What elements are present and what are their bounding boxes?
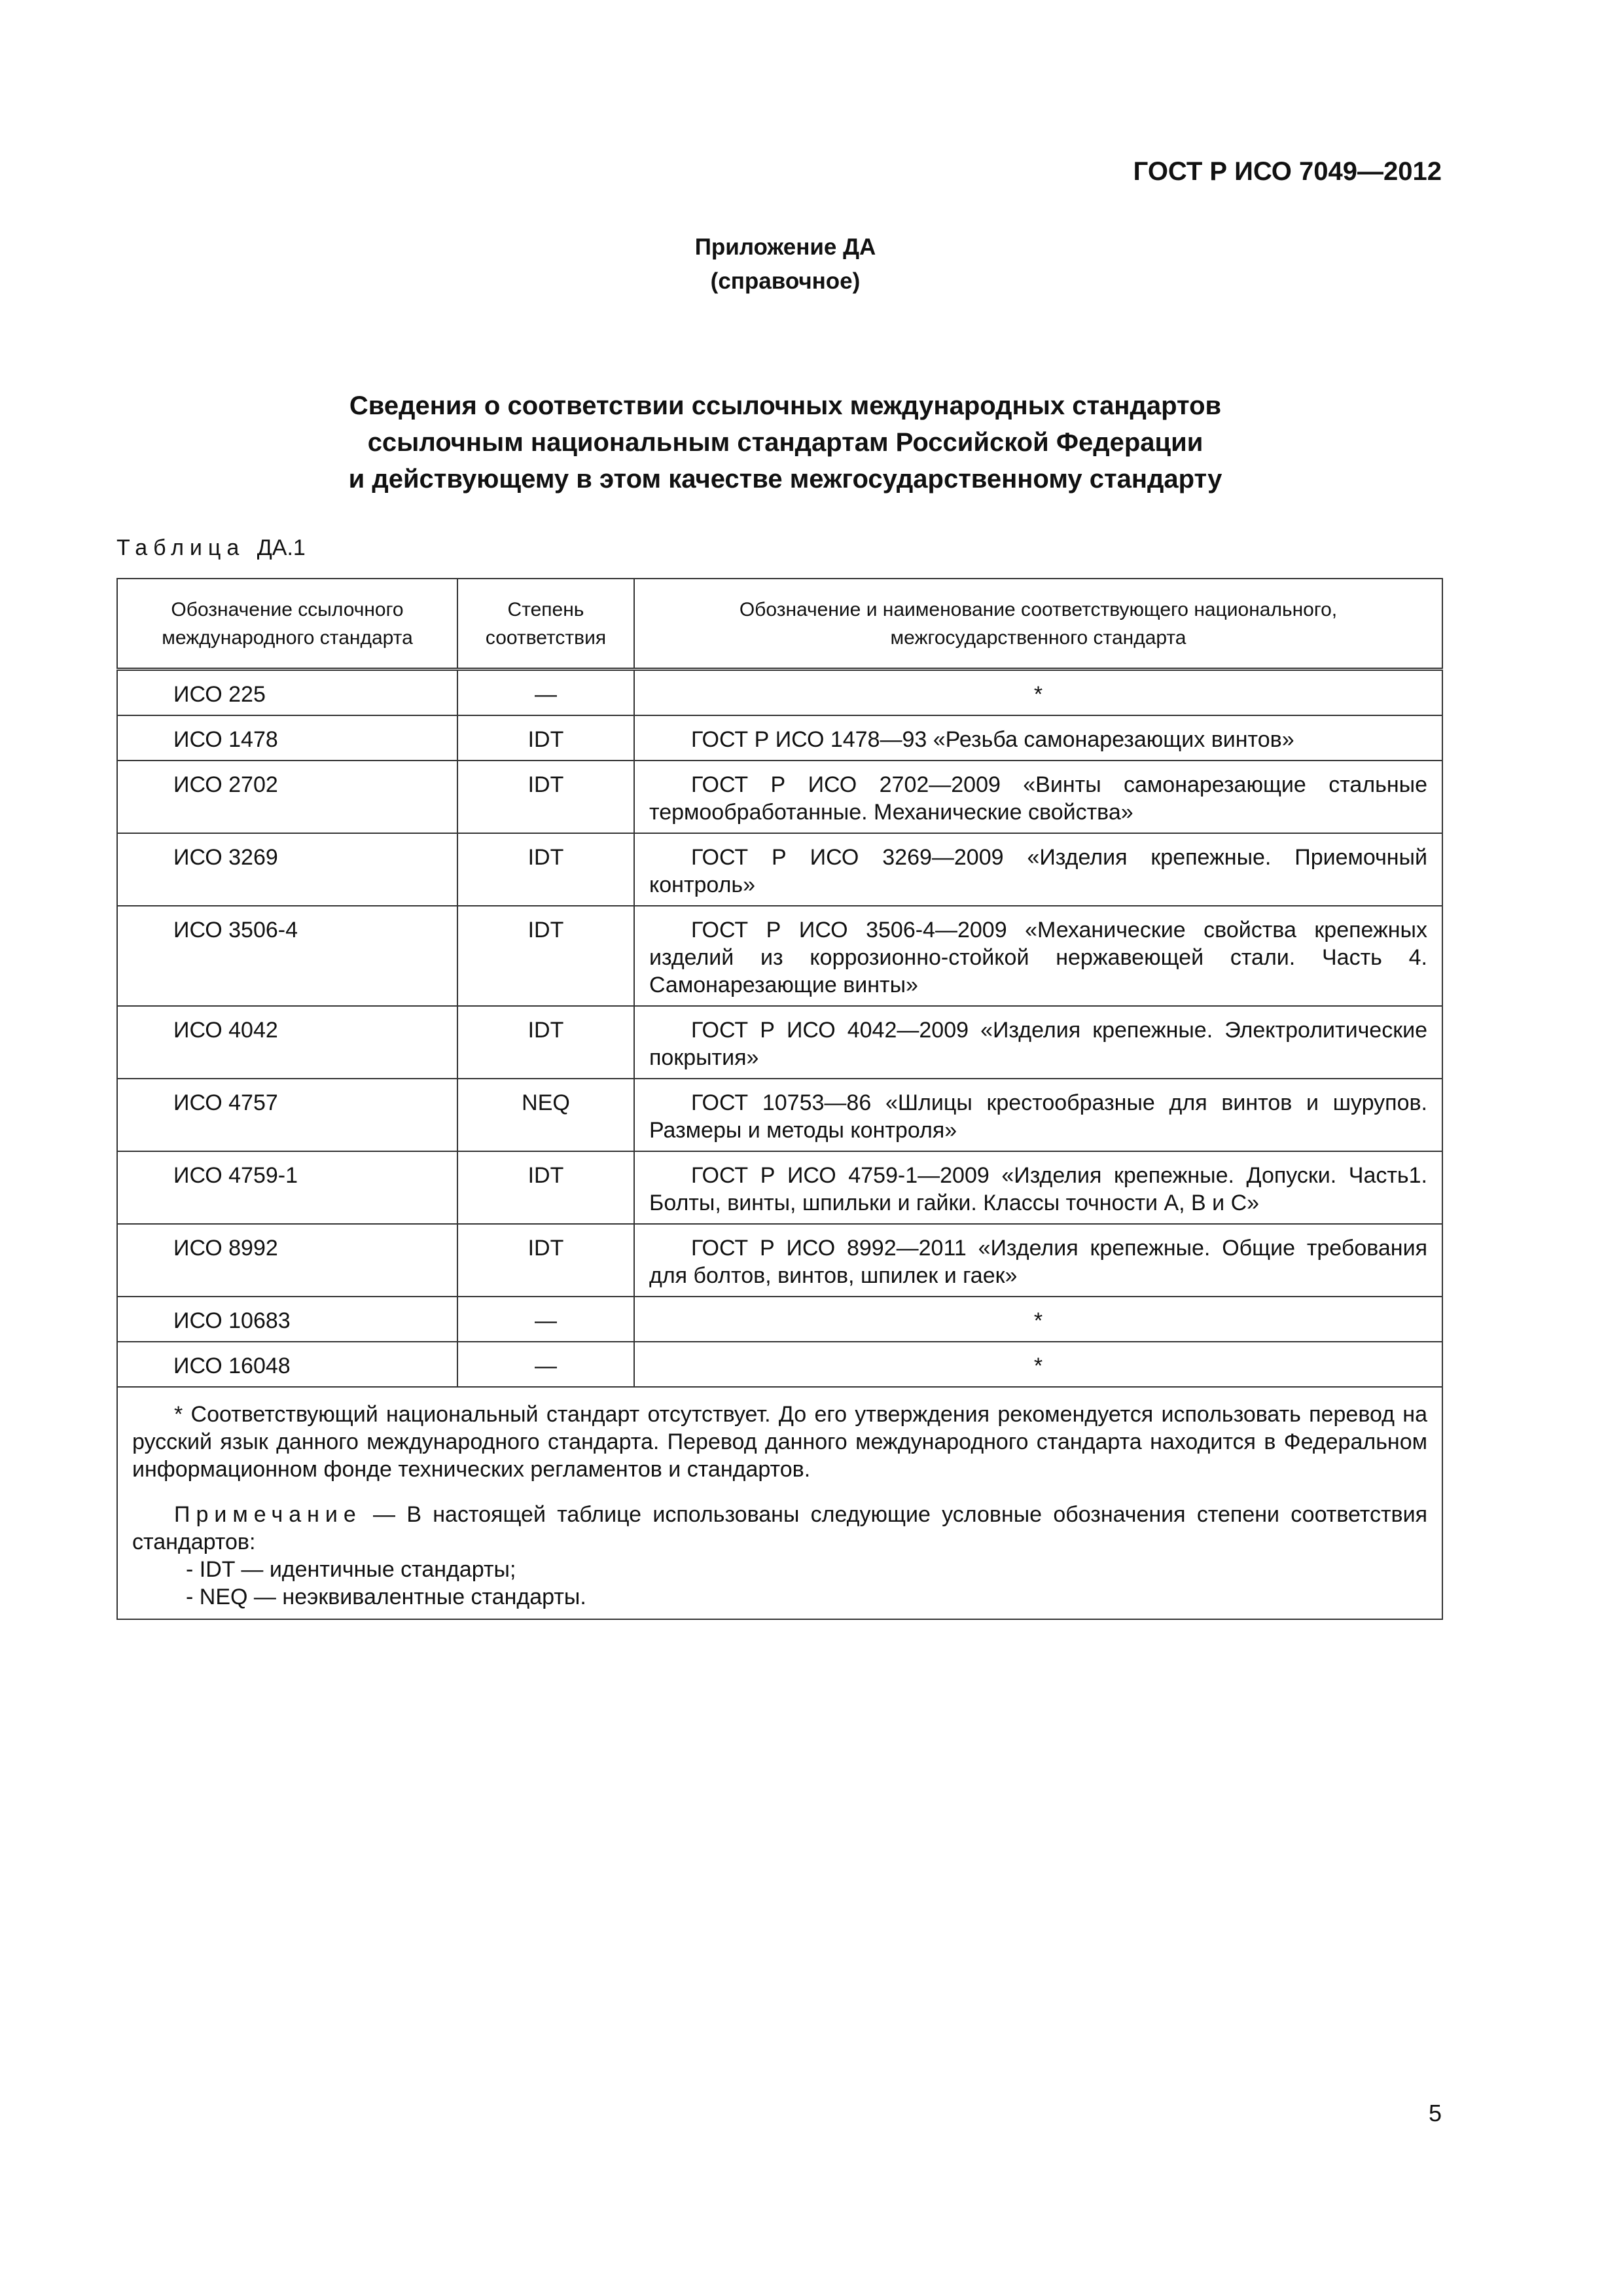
cell-degree: NEQ bbox=[457, 1079, 634, 1151]
header-national-standard: Обозначение и наименование соответствующего национального, межгосударственного стандарта bbox=[634, 579, 1442, 670]
note-label: Примечание bbox=[174, 1502, 362, 1527]
cell-national-standard-text: ГОСТ Р ИСО 4759-1—2009 «Изделия крепежные. Допуски. Часть1. Болты, винты, шпильки и гайки. Классы точности А, В и С» bbox=[649, 1163, 1427, 1215]
cell-international-standard: ИСО 3506-4 bbox=[117, 906, 457, 1006]
table-notes bbox=[117, 1387, 1442, 1619]
cell-national-standard-text: ГОСТ Р ИСО 3269—2009 «Изделия крепежные. Приемочный контроль» bbox=[649, 845, 1427, 897]
cell-international-standard: ИСО 1478 bbox=[117, 715, 457, 761]
appendix-heading bbox=[0, 230, 1571, 298]
document-title-line: и действующему в этом качестве межгосударственному стандарту bbox=[348, 465, 1222, 493]
note-list-item: - IDT — идентичные стандарты; bbox=[186, 1557, 516, 1582]
table-row bbox=[117, 670, 1442, 716]
table-row bbox=[117, 715, 1442, 761]
standards-table bbox=[116, 578, 1443, 1620]
header-degree: Степень соответствия bbox=[457, 579, 634, 670]
cell-national-standard-text: ГОСТ Р ИСО 8992—2011 «Изделия крепежные. Общие требования для болтов, винтов, шпилек и гаек» bbox=[649, 1236, 1427, 1288]
header-international-standard: Обозначение ссылочного международного стандарта bbox=[117, 579, 457, 670]
cell-national-standard-text: ГОСТ Р ИСО 4042—2009 «Изделия крепежные. Электролитические покрытия» bbox=[649, 1018, 1427, 1070]
document-title-line: Сведения о соответствии ссылочных международных стандартов bbox=[349, 391, 1222, 420]
table-row bbox=[117, 1342, 1442, 1387]
cell-national-standard-text: ГОСТ Р ИСО 3506-4—2009 «Механические свойства крепежных изделий из коррозионно-стойкой нержавеющей стали. Часть 4. Самонарезающие винты» bbox=[649, 918, 1427, 997]
cell-national-standard bbox=[634, 1224, 1442, 1297]
table-row bbox=[117, 1079, 1442, 1151]
cell-national-standard bbox=[634, 1151, 1442, 1224]
document-code: ГОСТ Р ИСО 7049—2012 bbox=[1133, 157, 1442, 186]
cell-degree: — bbox=[457, 670, 634, 716]
cell-national-standard bbox=[634, 1006, 1442, 1079]
cell-international-standard: ИСО 16048 bbox=[117, 1342, 457, 1387]
cell-national-standard-text: ГОСТ Р ИСО 2702—2009 «Винты самонарезающие стальные термообработанные. Механические свойства» bbox=[649, 772, 1427, 825]
cell-international-standard: ИСО 8992 bbox=[117, 1224, 457, 1297]
table-row bbox=[117, 1297, 1442, 1342]
document-title bbox=[0, 387, 1571, 497]
table-body bbox=[117, 670, 1442, 1388]
cell-national-standard bbox=[634, 833, 1442, 906]
cell-degree: IDT bbox=[457, 906, 634, 1006]
cell-national-standard-text: ГОСТ Р ИСО 1478—93 «Резьба самонарезающих винтов» bbox=[691, 727, 1294, 752]
table-caption-word: Таблица bbox=[116, 535, 245, 560]
cell-degree: IDT bbox=[457, 1006, 634, 1079]
document-title-line: ссылочным национальным стандартам Российской Федерации bbox=[367, 428, 1204, 457]
table-row bbox=[117, 1151, 1442, 1224]
table-row bbox=[117, 833, 1442, 906]
cell-national-standard bbox=[634, 715, 1442, 761]
table-footnote: * Соответствующий национальный стандарт отсутствует. До его утверждения рекомендуется использовать перевод на русский язык данного международного стандарта. Перевод данного международного стандарта находится в Федеральном информационном фонде технических регламентов и стандартов. bbox=[132, 1402, 1427, 1482]
cell-national-standard-text: * bbox=[1033, 1354, 1043, 1378]
table-header-row bbox=[117, 579, 1442, 670]
table-row bbox=[117, 1006, 1442, 1079]
cell-degree: IDT bbox=[457, 761, 634, 833]
cell-national-standard-text: * bbox=[1033, 682, 1043, 707]
cell-national-standard-text: ГОСТ 10753—86 «Шлицы крестообразные для винтов и шурупов. Размеры и методы контроля» bbox=[649, 1090, 1427, 1143]
cell-national-standard bbox=[634, 1079, 1442, 1151]
table-notes-row bbox=[117, 1387, 1442, 1619]
cell-international-standard: ИСО 225 bbox=[117, 670, 457, 716]
cell-degree: — bbox=[457, 1297, 634, 1342]
cell-national-standard-text: * bbox=[1033, 1308, 1043, 1333]
table-note bbox=[132, 1501, 1427, 1556]
cell-degree: — bbox=[457, 1342, 634, 1387]
page-number: 5 bbox=[1428, 2100, 1442, 2126]
note-list-item: - NEQ — неэквивалентные стандарты. bbox=[186, 1585, 586, 1609]
cell-national-standard bbox=[634, 1297, 1442, 1342]
cell-national-standard bbox=[634, 670, 1442, 716]
cell-degree: IDT bbox=[457, 1151, 634, 1224]
cell-national-standard bbox=[634, 761, 1442, 833]
appendix-title: Приложение ДА bbox=[694, 234, 876, 260]
cell-international-standard: ИСО 2702 bbox=[117, 761, 457, 833]
cell-national-standard bbox=[634, 1342, 1442, 1387]
cell-international-standard: ИСО 4759-1 bbox=[117, 1151, 457, 1224]
cell-degree: IDT bbox=[457, 715, 634, 761]
cell-degree: IDT bbox=[457, 833, 634, 906]
note-text: — В настоящей таблице использованы следующие условные обозначения степени соответствия стандартов: bbox=[132, 1502, 1427, 1554]
cell-international-standard: ИСО 10683 bbox=[117, 1297, 457, 1342]
table-caption-number: ДА.1 bbox=[257, 535, 306, 560]
table-row bbox=[117, 906, 1442, 1006]
cell-national-standard bbox=[634, 906, 1442, 1006]
appendix-subtitle: (справочное) bbox=[710, 268, 861, 294]
table-row bbox=[117, 1224, 1442, 1297]
table-row bbox=[117, 761, 1442, 833]
cell-international-standard: ИСО 4757 bbox=[117, 1079, 457, 1151]
cell-degree: IDT bbox=[457, 1224, 634, 1297]
cell-international-standard: ИСО 4042 bbox=[117, 1006, 457, 1079]
cell-international-standard: ИСО 3269 bbox=[117, 833, 457, 906]
table-caption bbox=[116, 535, 306, 561]
